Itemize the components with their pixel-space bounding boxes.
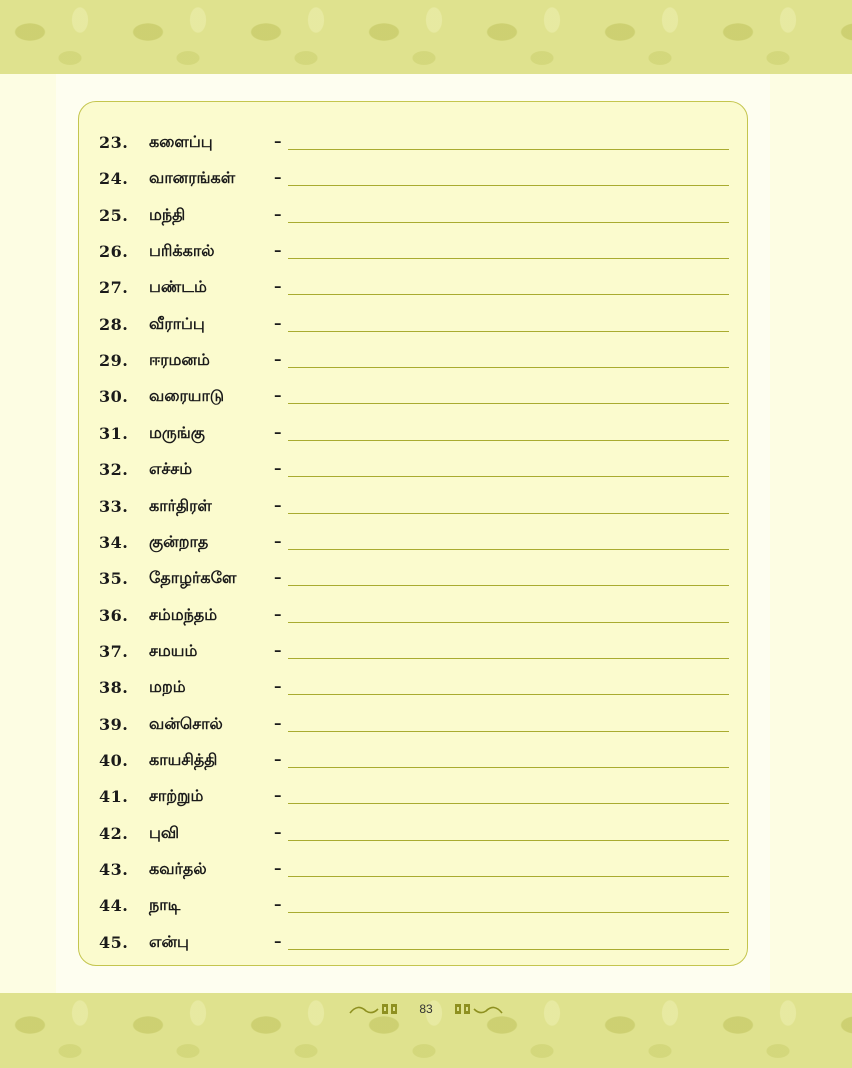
- item-number: 31.: [99, 423, 129, 443]
- tamil-word: ஈரமனம்: [149, 350, 210, 370]
- item-number: 39.: [99, 714, 129, 734]
- answer-line[interactable]: [288, 949, 729, 950]
- dash-separator: –: [274, 677, 282, 696]
- item-number: 23.: [99, 133, 129, 152]
- tamil-word: வானரங்கள்: [149, 168, 236, 188]
- dash-separator: –: [274, 495, 282, 514]
- tamil-word: தோழர்களே: [149, 568, 237, 588]
- tamil-word: கவர்தல்: [149, 859, 207, 878]
- item-number: 33.: [99, 496, 129, 516]
- dash-separator: –: [274, 822, 282, 841]
- exercise-row: [79, 273, 749, 309]
- item-number: 41.: [99, 787, 129, 807]
- item-number: 35.: [99, 569, 129, 589]
- dash-separator: –: [274, 895, 282, 914]
- tamil-word: சம்மந்தம்: [149, 604, 218, 624]
- dash-separator: –: [274, 604, 282, 623]
- item-number: 42.: [99, 823, 129, 843]
- top-decorative-band: [0, 0, 852, 74]
- item-number: 36.: [99, 605, 129, 625]
- answer-line[interactable]: [288, 658, 729, 659]
- exercise-row: [79, 455, 749, 491]
- answer-line[interactable]: [288, 694, 729, 695]
- exercise-row: [79, 346, 749, 382]
- dash-separator: –: [274, 531, 282, 550]
- item-number: 28.: [99, 314, 129, 334]
- exercise-row: [79, 128, 749, 164]
- tamil-word: மந்தி: [149, 204, 186, 224]
- answer-line[interactable]: [288, 731, 729, 732]
- exercise-row: [79, 164, 749, 200]
- dash-separator: –: [274, 713, 282, 732]
- dash-separator: –: [274, 350, 282, 369]
- exercise-row: [79, 928, 749, 964]
- answer-line[interactable]: [288, 440, 729, 441]
- tamil-word: காயசித்தி: [149, 749, 218, 769]
- dash-separator: –: [274, 749, 282, 768]
- tamil-word: நாடி: [149, 895, 181, 915]
- answer-line[interactable]: [288, 912, 729, 913]
- item-number: 27.: [99, 278, 129, 298]
- exercise-row: [79, 201, 749, 237]
- tamil-word: மருங்கு: [149, 422, 205, 442]
- exercise-row: [79, 891, 749, 927]
- page-footer: [0, 998, 852, 1028]
- answer-line[interactable]: [288, 403, 729, 404]
- exercise-row: [79, 237, 749, 273]
- answer-line[interactable]: [288, 767, 729, 768]
- item-number: 44.: [99, 896, 129, 916]
- tamil-word: களைப்பு: [149, 132, 213, 151]
- tamil-word: எச்சம்: [149, 459, 193, 479]
- exercise-row: [79, 528, 749, 564]
- answer-line[interactable]: [288, 876, 729, 877]
- tamil-word: மறம்: [149, 677, 186, 697]
- answer-line[interactable]: [288, 258, 729, 259]
- item-number: 25.: [99, 205, 129, 225]
- item-number: 34.: [99, 532, 129, 552]
- item-number: 30.: [99, 387, 129, 407]
- footer-ornament-left-icon: [348, 1001, 404, 1017]
- dash-separator: –: [274, 132, 282, 150]
- dash-separator: –: [274, 931, 282, 950]
- item-number: 43.: [99, 860, 129, 879]
- dash-separator: –: [274, 859, 282, 877]
- dash-separator: –: [274, 241, 282, 260]
- exercise-row: [79, 819, 749, 855]
- answer-line[interactable]: [288, 513, 729, 514]
- exercise-row: [79, 673, 749, 709]
- dash-separator: –: [274, 568, 282, 587]
- answer-line[interactable]: [288, 840, 729, 841]
- tamil-word: வீராப்பு: [149, 313, 205, 333]
- answer-line[interactable]: [288, 294, 729, 295]
- answer-line[interactable]: [288, 149, 729, 150]
- item-number: 38.: [99, 678, 129, 698]
- footer-ornament-right-icon: [448, 1001, 504, 1017]
- tamil-word: சமயம்: [149, 640, 198, 660]
- exercise-row: [79, 855, 749, 891]
- dash-separator: –: [274, 640, 282, 659]
- tamil-word: என்பு: [149, 931, 189, 951]
- answer-line[interactable]: [288, 476, 729, 477]
- exercise-row: [79, 782, 749, 818]
- answer-line[interactable]: [288, 585, 729, 586]
- tamil-word: வன்சொல்: [149, 713, 223, 733]
- answer-line[interactable]: [288, 549, 729, 550]
- dash-separator: –: [274, 422, 282, 441]
- answer-line[interactable]: [288, 331, 729, 332]
- dash-separator: –: [274, 168, 282, 187]
- item-number: 26.: [99, 242, 129, 262]
- tamil-word: வரையாடு: [149, 386, 225, 406]
- item-number: 45.: [99, 932, 129, 952]
- exercise-row: [79, 492, 749, 528]
- exercise-row: [79, 310, 749, 346]
- exercise-row: [79, 564, 749, 600]
- item-number: 24.: [99, 169, 129, 189]
- dash-separator: –: [274, 459, 282, 478]
- item-number: 32.: [99, 460, 129, 480]
- answer-line[interactable]: [288, 367, 729, 368]
- tamil-word: பரிக்கால்: [149, 241, 215, 261]
- exercise-row: [79, 746, 749, 782]
- answer-line[interactable]: [288, 185, 729, 186]
- dash-separator: –: [274, 386, 282, 405]
- item-number: 40.: [99, 750, 129, 770]
- exercise-panel: [78, 101, 748, 966]
- answer-line[interactable]: [288, 222, 729, 223]
- item-number: 37.: [99, 641, 129, 661]
- exercise-row: [79, 637, 749, 673]
- exercise-row: [79, 710, 749, 746]
- tamil-word: பண்டம்: [149, 277, 207, 297]
- dash-separator: –: [274, 204, 282, 223]
- answer-line[interactable]: [288, 803, 729, 804]
- answer-line[interactable]: [288, 622, 729, 623]
- tamil-word: புவி: [149, 822, 180, 842]
- item-number: 29.: [99, 351, 129, 371]
- dash-separator: –: [274, 277, 282, 296]
- dash-separator: –: [274, 786, 282, 805]
- exercise-row: [79, 419, 749, 455]
- tamil-word: குன்றாத: [149, 531, 209, 551]
- exercise-row: [79, 382, 749, 418]
- dash-separator: –: [274, 313, 282, 332]
- tamil-word: கார்திரள்: [149, 495, 212, 515]
- page-number: 83: [419, 1001, 433, 1016]
- tamil-word: சாற்றும்: [149, 786, 204, 806]
- exercise-row: [79, 601, 749, 637]
